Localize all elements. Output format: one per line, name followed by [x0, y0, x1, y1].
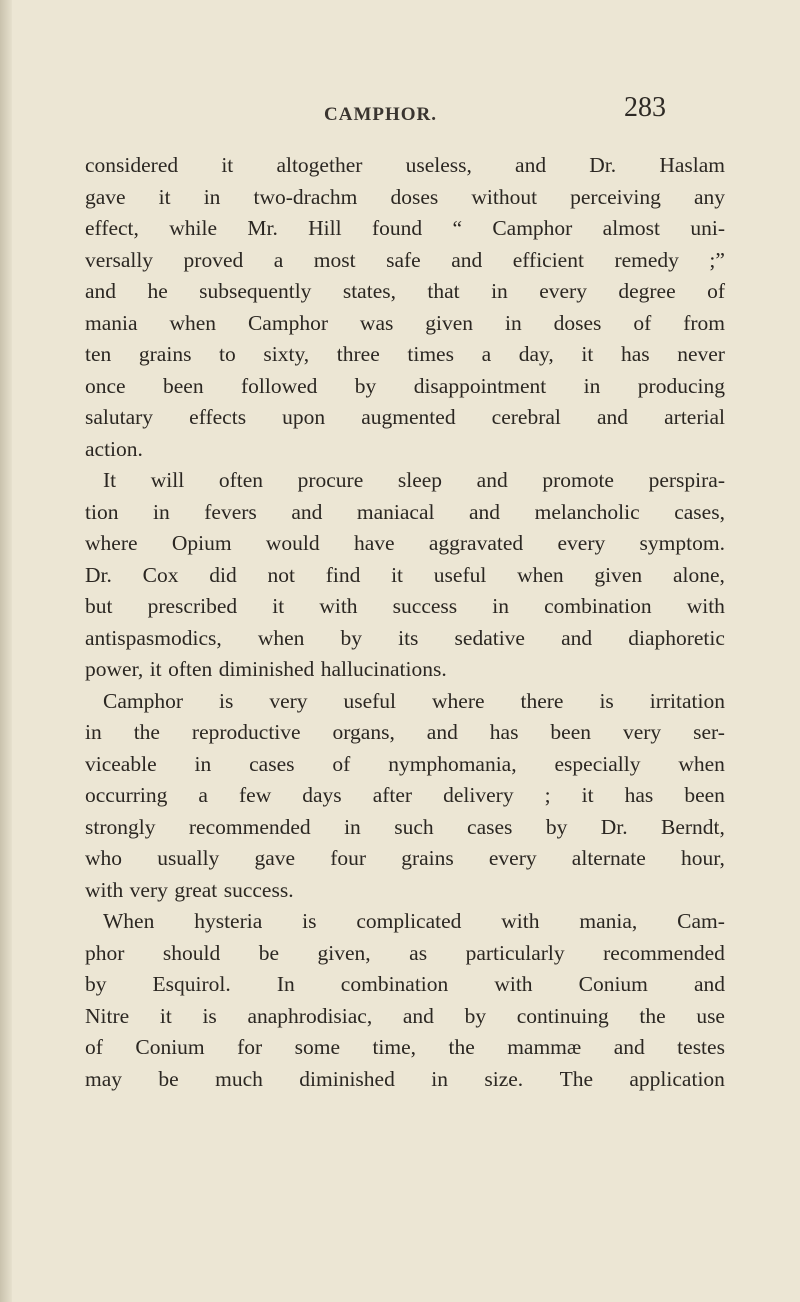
page-edge-shadow [0, 0, 12, 1302]
text-line: phor should be given, as particularly recommended [85, 940, 725, 965]
text-line: ten grains to sixty, three times a day, it has never [85, 342, 725, 366]
text-line: who usually gave four grains every alternate hour, [85, 846, 725, 870]
text-line: power, it often diminished hallucinations. [85, 657, 447, 681]
text-line: but prescribed it with success in combination with [85, 594, 725, 618]
text-line: It will often procure sleep and promote perspira- [103, 468, 725, 492]
text-line: with very great success. [85, 877, 294, 902]
text-line: tion in fevers and maniacal and melancholic cases, [85, 499, 725, 524]
text-line: mania when Camphor was given in doses of from [85, 310, 725, 335]
text-line: gave it in two-drachm doses without perceiving any [85, 184, 725, 209]
text-line: Dr. Cox did not find it useful when given alone, [85, 562, 725, 587]
text-line: effect, while Mr. Hill found “ Camphor almost uni- [85, 216, 725, 240]
page-header [0, 92, 800, 132]
text-line: in the reproductive organs, and has been very ser- [85, 720, 725, 744]
text-line: viceable in cases of nymphomania, especially when [85, 751, 725, 776]
text-line: Nitre it is anaphrodisiac, and by continuing the use [85, 1003, 725, 1028]
text-line: may be much diminished in size. The application [85, 1066, 725, 1091]
text-line: where Opium would have aggravated every symptom. [85, 531, 725, 555]
text-line: and he subsequently states, that in every degree of [85, 279, 725, 303]
text-line: occurring a few days after delivery ; it has been [85, 783, 725, 807]
text-line: once been followed by disappointment in producing [85, 373, 725, 398]
body-text [85, 150, 725, 1095]
text-line: Camphor is very useful where there is irritation [103, 688, 725, 713]
text-line: considered it altogether useless, and Dr. Haslam [85, 153, 725, 177]
text-line: by Esquirol. In combination with Conium and [85, 972, 725, 996]
text-line: antispasmodics, when by its sedative and diaphoretic [85, 625, 725, 650]
text-line: of Conium for some time, the mammæ and testes [85, 1035, 725, 1059]
running-head: CAMPHOR. [324, 104, 438, 125]
text-line: strongly recommended in such cases by Dr. Berndt, [85, 814, 725, 839]
page-number: 283 [624, 92, 666, 123]
text-line: When hysteria is complicated with mania, Cam- [103, 909, 725, 933]
text-line: salutary effects upon augmented cerebral and arterial [85, 405, 725, 429]
text-line: versally proved a most safe and efficient remedy ;” [85, 247, 725, 272]
text-line: action. [85, 436, 143, 461]
